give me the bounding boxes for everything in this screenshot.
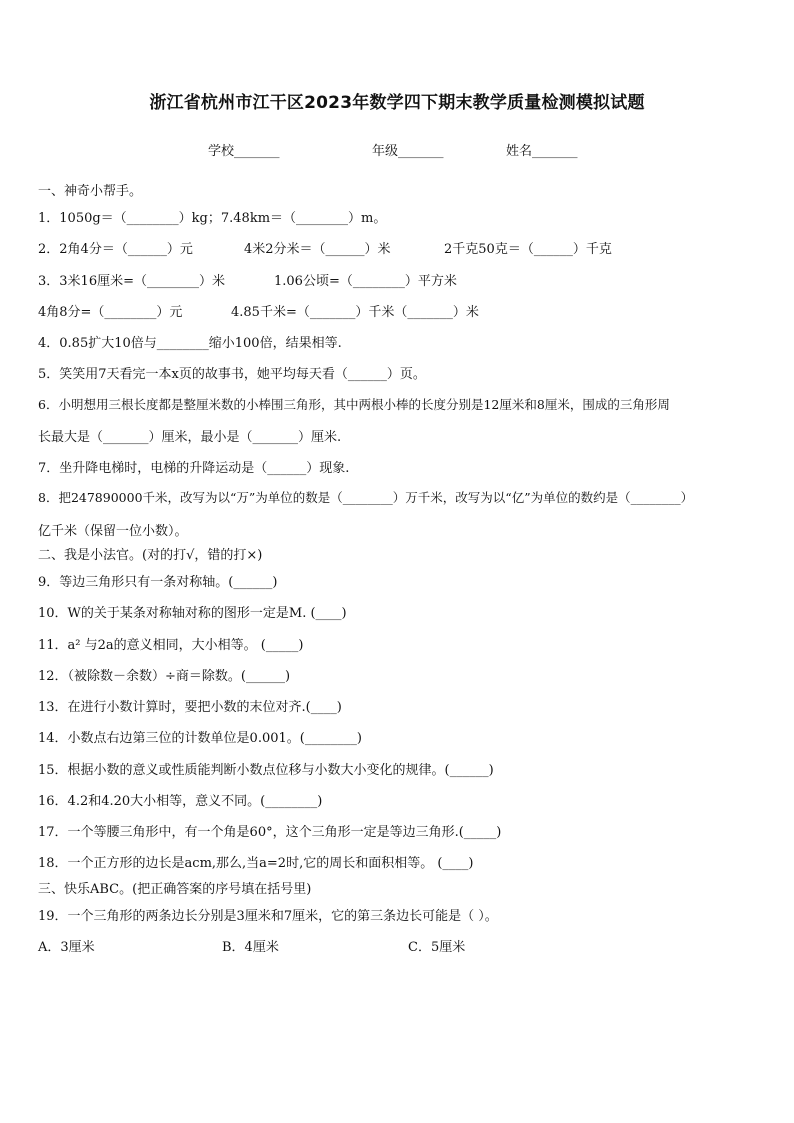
question-3-part-a: 3．3米16厘米=（________）米	[38, 274, 225, 289]
question-13: 13．在进行小数计算时，要把小数的末位对齐.(____)	[38, 700, 342, 715]
question-2-part-c: 2千克50克＝（______）千克	[444, 242, 612, 257]
question-2-part-b: 4米2分米＝（______）米	[244, 242, 391, 257]
question-11: 11．a² 与2a的意义相同，大小相等。 (_____)	[38, 638, 304, 653]
question-14: 14．小数点右边第三位的计数单位是0.001。(________)	[38, 731, 362, 746]
question-5: 5．笑笑用7天看完一本x页的故事书，她平均每天看（______）页。	[38, 367, 426, 382]
question-2-part-a: 2．2角4分＝（______）元	[38, 242, 193, 257]
question-9: 9．等边三角形只有一条对称轴。(______)	[38, 575, 278, 590]
question-17: 17．一个等腰三角形中，有一个角是60°，这个三角形一定是等边三角形.(_____)	[38, 825, 502, 840]
question-1: 1．1050g＝（________）kg；7.48km＝（________）m。	[38, 211, 387, 226]
question-8-line-2: 亿千米（保留一位小数）。	[38, 524, 188, 539]
question-19: 19．一个三角形的两条边长分别是3厘米和7厘米，它的第三条边长可能是（ ）。	[38, 909, 498, 924]
question-6-line-1: 6．小明想用三根长度都是整厘米数的小棒围三角形，其中两根小棒的长度分别是12厘米和8厘米，围成的三角形周	[38, 397, 670, 412]
question-10: 10．W的关于某条对称轴对称的图形一定是M. (____)	[38, 606, 347, 621]
grade-field: 年级_______	[372, 144, 444, 159]
page-title: 浙江省杭州市江干区2023年数学四下期末教学质量检测模拟试题	[149, 93, 645, 113]
question-15: 15．根据小数的意义或性质能判断小数点位移与小数大小变化的规律。(______)	[38, 763, 494, 778]
question-3-part-c: 4角8分=（________）元	[38, 305, 183, 320]
section-heading-3: 三、快乐ABC。(把正确答案的序号填在括号里)	[38, 882, 312, 897]
question-3-part-d: 4.85千米=（_______）千米（_______）米	[231, 305, 479, 320]
section-heading-2: 二、我是小法官。(对的打√，错的打×)	[38, 548, 263, 563]
section-heading-1: 一、神奇小帮手。	[38, 184, 143, 199]
question-4: 4．0.85扩大10倍与________缩小100倍，结果相等.	[38, 336, 342, 351]
question-7: 7．坐升降电梯时，电梯的升降运动是（______）现象.	[38, 461, 350, 476]
question-16: 16．4.2和4.20大小相等，意义不同。(________)	[38, 794, 323, 809]
option-a: A．3厘米	[38, 940, 95, 955]
option-b: B．4厘米	[222, 940, 279, 955]
school-field: 学校_______	[208, 144, 280, 159]
name-field: 姓名_______	[506, 144, 578, 159]
option-c: C．5厘米	[408, 940, 466, 955]
question-18: 18．一个正方形的边长是acm,那么,当a=2时,它的周长和面积相等。 (____)	[38, 856, 474, 871]
question-12: 12．（被除数－余数）÷商＝除数。(______)	[38, 669, 291, 684]
question-8-line-1: 8．把247890000千米，改写为以“万”为单位的数是（________）万千米，改写为以“亿”为单位的数约是（________）	[38, 490, 694, 505]
question-6-line-2: 长最大是（_______）厘米，最小是（_______）厘米.	[38, 430, 342, 445]
question-3-part-b: 1.06公顷=（________）平方米	[274, 274, 457, 289]
